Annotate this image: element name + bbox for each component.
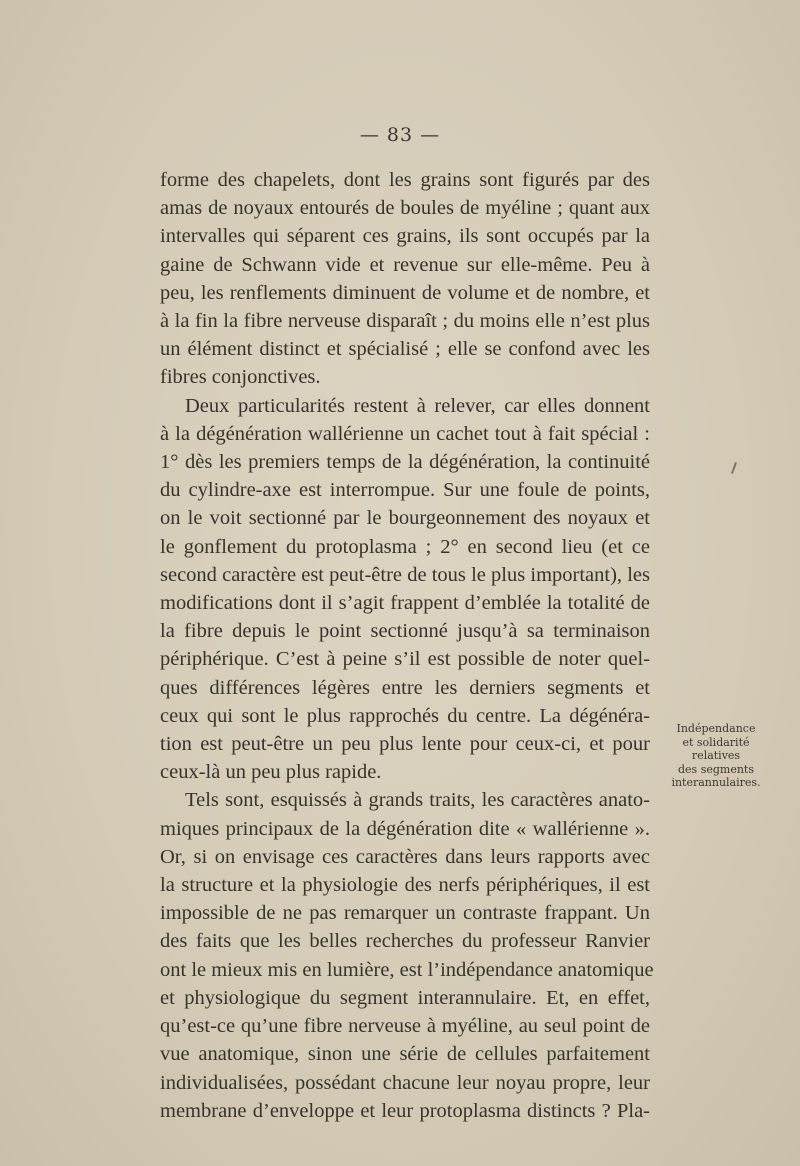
text-line: du cylindre-axe est interrompue. Sur une foule de points, xyxy=(160,479,650,502)
text-line: la fibre depuis le point sectionné jusqu’à sa terminaison xyxy=(160,620,650,643)
margin-note xyxy=(654,722,778,790)
text-line: 1° dès les premiers temps de la dégénération, la continuité xyxy=(160,451,650,474)
text-line: ques différences légères entre les derniers segments et xyxy=(160,676,650,699)
margin-note-line: interannulaires. xyxy=(671,776,761,789)
text-line: périphérique. C’est à peine s’il est possible de noter quel- xyxy=(160,648,650,671)
body-text xyxy=(160,166,654,1125)
text-line: impossible de ne pas remarquer un contraste frappant. Un xyxy=(160,902,650,925)
margin-note-line: des segments xyxy=(678,762,754,776)
page-number: — 83 — xyxy=(359,124,441,146)
text-line: ont le mieux mis en lumière, est l’indépendance anatomique xyxy=(160,958,654,981)
text-line: individualisées, possédant chacune leur noyau propre, leur xyxy=(160,1071,650,1094)
text-line: la structure et la physiologie des nerfs périphériques, il est xyxy=(160,874,650,897)
text-line: miques principaux de la dégénération dite « wallérienne ». xyxy=(160,817,650,840)
text-line: amas de noyaux entourés de boules de myéline ; quant aux xyxy=(160,197,650,220)
paper-speck xyxy=(731,462,737,474)
text-line: intervalles qui séparent ces grains, ils sont occupés par la xyxy=(160,225,650,248)
text-line: on le voit sectionné par le bourgeonnement des noyaux et xyxy=(160,507,650,530)
text-line: et physiologique du segment interannulaire. Et, en effet, xyxy=(160,986,650,1009)
text-line: vue anatomique, sinon une série de cellules parfaitement xyxy=(160,1043,650,1066)
text-line: Or, si on envisage ces caractères dans leurs rapports avec xyxy=(160,845,650,868)
margin-note-line: relatives xyxy=(691,749,741,762)
text-line: le gonflement du protoplasma ; 2° en second lieu (et ce xyxy=(160,535,650,558)
margin-note-line: et solidarité xyxy=(682,735,750,749)
text-line: fibres conjonctives. xyxy=(160,366,321,389)
text-line: Tels sont, esquissés à grands traits, les caractères anato- xyxy=(185,789,650,812)
text-line: gaine de Schwann vide et revenue sur elle-même. Peu à xyxy=(160,253,650,276)
text-line: peu, les renflements diminuent de volume et de nombre, et xyxy=(160,281,650,304)
text-line: un élément distinct et spécialisé ; elle se confond avec les xyxy=(160,338,650,361)
text-line: second caractère est peut-être de tous le plus important), les xyxy=(160,563,650,586)
text-line: qu’est-ce qu’une fibre nerveuse à myéline, au seul point de xyxy=(160,1015,650,1038)
text-line: ceux-là un peu plus rapide. xyxy=(160,761,382,784)
text-line: forme des chapelets, dont les grains sont figurés par des xyxy=(160,169,650,191)
text-line: à la fin la fibre nerveuse disparaît ; du moins elle n’est plus xyxy=(160,310,650,333)
margin-note-line: Indépendance xyxy=(676,722,756,735)
text-line: à la dégénération wallérienne un cachet tout à fait spécial : xyxy=(160,422,650,445)
text-line: modifications dont il s’agit frappent d’emblée la totalité de xyxy=(160,592,650,615)
text-line: membrane d’enveloppe et leur protoplasma distincts ? Pla- xyxy=(160,1099,650,1122)
text-line: tion est peut-être un peu plus lente pour ceux-ci, et pour xyxy=(160,733,650,756)
text-line: Deux particularités restent à relever, car elles donnent xyxy=(185,394,650,417)
text-line: des faits que les belles recherches du professeur Ranvier xyxy=(160,930,650,953)
text-line: ceux qui sont le plus rapprochés du centre. La dégénéra- xyxy=(160,704,650,727)
